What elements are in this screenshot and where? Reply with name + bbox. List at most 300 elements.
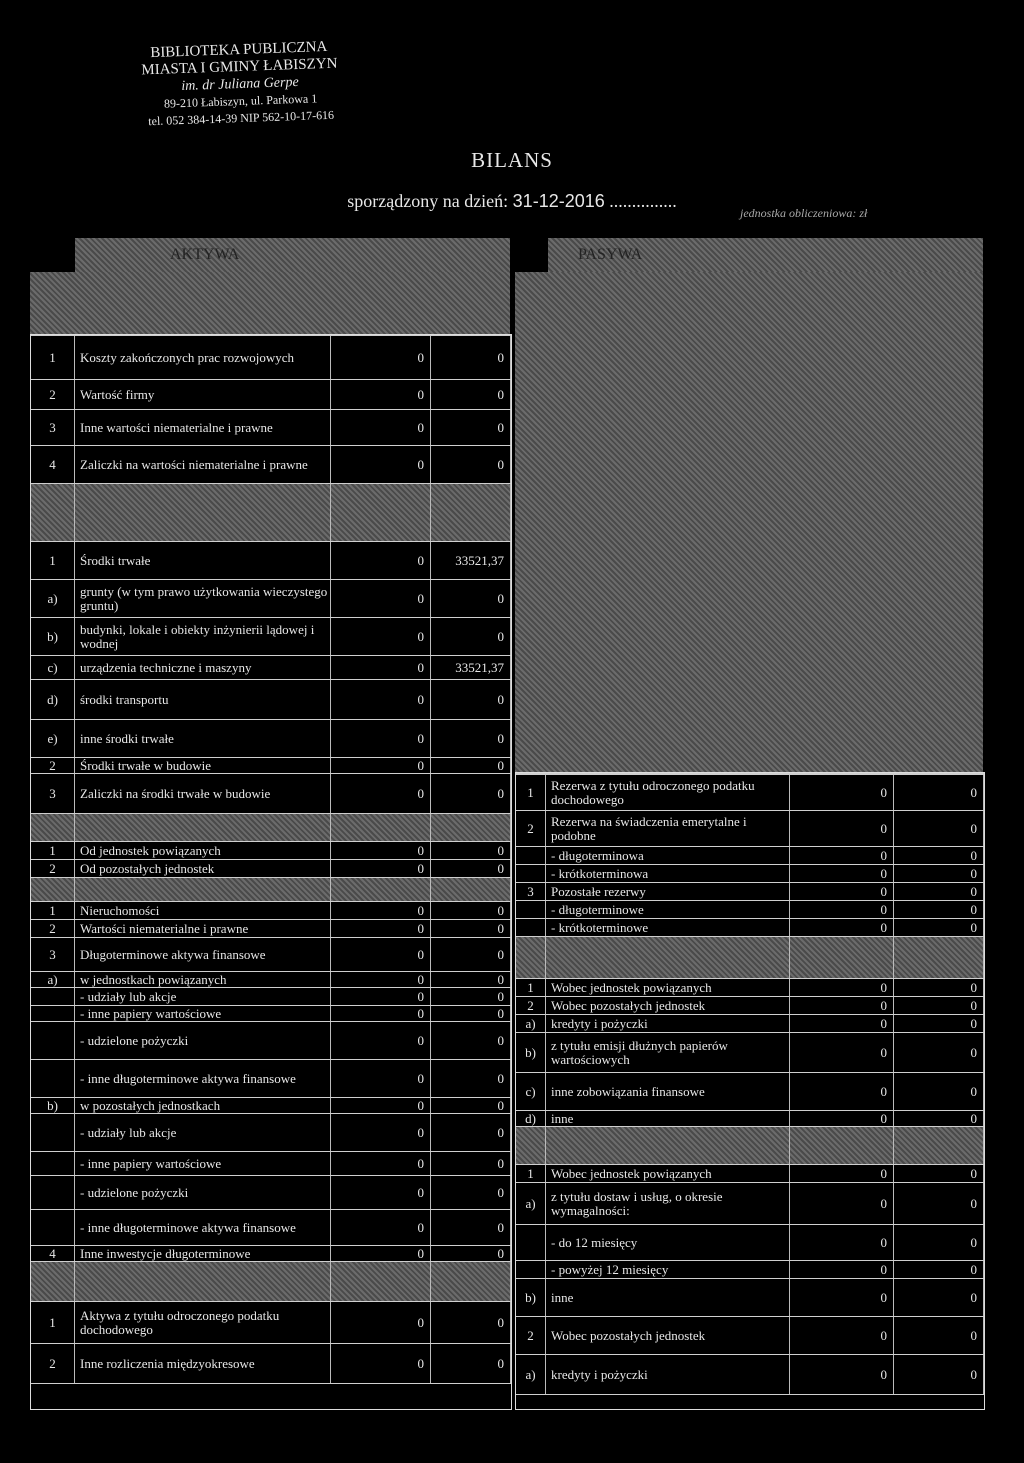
unit-label: jednostka obliczeniowa: zł [740,206,868,220]
row-index: c) [516,1073,546,1110]
row-index: 2 [516,1317,546,1354]
value-prev-year: 0 [790,1073,894,1110]
row-index [31,1262,75,1301]
row-index [31,1060,75,1097]
row-index [516,847,546,864]
row-label: - inne papiery wartościowe [75,1152,331,1175]
value-current-year: 0 [894,1015,984,1032]
aktywa-header: AKTYWA [170,246,240,263]
table-row [31,1006,511,1022]
value-current-year: 0 [431,1344,511,1383]
value-current-year: 0 [431,618,511,655]
value-prev-year: 0 [331,1210,431,1245]
stamp-line: BIBLIOTEKA PUBLICZNA [150,38,328,62]
row-index: 3 [31,938,75,971]
value-prev-year: 0 [790,811,894,846]
table-row [516,979,984,997]
table-row [31,1210,511,1246]
table-row [31,842,511,860]
value-prev-year: 0 [790,1261,894,1278]
row-label: grunty (w tym prawo użytkowania wieczystego gruntu) [75,580,331,617]
row-index [31,988,75,1005]
value-prev-year: 0 [790,1111,894,1126]
row-label: - inne długoterminowe aktywa finansowe [75,1210,331,1245]
value-current-year: 0 [431,1098,511,1113]
value-prev-year [790,937,894,978]
row-index: 1 [31,336,75,379]
value-current-year: 0 [894,1355,984,1394]
value-current-year [431,878,511,901]
row-label: Wartości niematerialne i prawne [75,920,331,937]
value-current-year: 0 [894,901,984,918]
value-current-year: 0 [431,1152,511,1175]
value-prev-year: 0 [790,997,894,1014]
row-index [31,814,75,841]
row-index: 2 [516,811,546,846]
section-header-row [31,1262,511,1302]
row-label: - długoterminowa [546,847,790,864]
table-row [31,446,511,484]
row-label [546,937,790,978]
pasywa-header: PASYWA [578,246,643,263]
value-current-year: 0 [431,410,511,445]
row-index [31,484,75,541]
row-label: Pozostałe rezerwy [546,883,790,900]
row-index: 1 [31,542,75,579]
row-label: - powyżej 12 miesięcy [546,1261,790,1278]
date-value: 31-12-2016 [512,191,605,211]
row-index [516,865,546,882]
value-prev-year: 0 [790,1033,894,1072]
date-prefix: sporządzony na dzień: [347,191,509,211]
section-header-row [31,878,511,902]
stamp-line: 89-210 Łabiszyn, ul. Parkowa 1 [163,91,318,111]
row-index [31,1022,75,1059]
table-row [31,1114,511,1152]
row-index: 2 [516,997,546,1014]
row-index [31,1114,75,1151]
row-label: Rezerwa na świadczenia emerytalne i podobne [546,811,790,846]
value-prev-year [331,1262,431,1301]
value-current-year [894,1127,984,1164]
section-header-row [31,814,511,842]
value-current-year: 0 [431,860,511,877]
row-index [31,1006,75,1021]
table-row [31,618,511,656]
row-index [516,901,546,918]
value-current-year: 0 [431,680,511,719]
value-current-year: 0 [431,580,511,617]
value-prev-year [331,814,431,841]
row-index: 1 [516,775,546,810]
value-prev-year: 0 [331,720,431,757]
value-current-year: 0 [431,1060,511,1097]
row-index: 2 [31,860,75,877]
row-index: b) [31,1098,75,1113]
value-current-year: 0 [431,1022,511,1059]
table-row [516,1183,984,1225]
row-label: - do 12 miesięcy [546,1225,790,1260]
date-dots: ............... [609,191,677,211]
row-label: kredyty i pożyczki [546,1355,790,1394]
value-prev-year: 0 [331,1152,431,1175]
value-current-year: 0 [431,1176,511,1209]
row-label: Inne inwestycje długoterminowe [75,1246,331,1261]
table-row [516,1279,984,1317]
row-label: Aktywa z tytułu odroczonego podatku dochodowego [75,1302,331,1343]
row-index: 1 [516,979,546,996]
row-index: 2 [31,920,75,937]
table-row [516,1111,984,1127]
value-current-year: 0 [894,1111,984,1126]
table-row [31,1246,511,1262]
table-row [31,336,511,380]
pasywa-equity-band [515,272,983,772]
row-index: e) [31,720,75,757]
value-prev-year: 0 [331,542,431,579]
value-current-year: 0 [431,758,511,773]
row-label: budynki, lokale i obiekty inżynierii lądowej i wodnej [75,618,331,655]
row-label: - udzielone pożyczki [75,1022,331,1059]
value-current-year: 0 [894,883,984,900]
value-current-year: 0 [431,380,511,409]
row-index [31,878,75,901]
value-prev-year: 0 [331,680,431,719]
table-row [516,883,984,901]
table-row [516,1261,984,1279]
value-prev-year: 0 [790,1183,894,1224]
row-label: Długoterminowe aktywa finansowe [75,938,331,971]
row-label: - krótkoterminowa [546,865,790,882]
value-prev-year: 0 [331,1022,431,1059]
section-header-row [516,937,984,979]
row-label: inne [546,1111,790,1126]
row-index [516,1261,546,1278]
table-row [31,720,511,758]
row-label [546,1127,790,1164]
aktywa-table [30,334,512,1410]
row-label: Wobec pozostałych jednostek [546,997,790,1014]
row-label: Wobec jednostek powiązanych [546,1165,790,1182]
row-index: 3 [31,410,75,445]
table-row [516,1225,984,1261]
row-index: b) [516,1279,546,1316]
row-index: d) [516,1111,546,1126]
row-index [31,1176,75,1209]
value-prev-year: 0 [331,1006,431,1021]
table-row [516,1073,984,1111]
value-prev-year: 0 [331,972,431,987]
row-label: - udzielone pożyczki [75,1176,331,1209]
value-current-year: 0 [894,979,984,996]
value-prev-year: 0 [790,919,894,936]
value-prev-year: 0 [790,1165,894,1182]
value-prev-year: 0 [331,336,431,379]
row-label: - inne długoterminowe aktywa finansowe [75,1060,331,1097]
table-row [31,1060,511,1098]
row-index: 2 [31,758,75,773]
pasywa-table [515,772,985,1410]
value-current-year: 0 [431,446,511,483]
row-label: Wobec jednostek powiązanych [546,979,790,996]
value-prev-year: 0 [790,1225,894,1260]
row-index [516,1127,546,1164]
row-index [516,1225,546,1260]
value-prev-year: 0 [331,618,431,655]
value-prev-year: 0 [790,1279,894,1316]
row-label: inne [546,1279,790,1316]
value-prev-year: 0 [790,775,894,810]
value-prev-year: 0 [790,1355,894,1394]
value-current-year: 0 [894,1165,984,1182]
row-index: b) [31,618,75,655]
value-current-year: 0 [431,1302,511,1343]
value-current-year: 0 [894,775,984,810]
row-label: - udziały lub akcje [75,1114,331,1151]
aktywa-header-band [75,238,510,272]
value-prev-year: 0 [331,920,431,937]
value-current-year: 33521,37 [431,656,511,679]
value-current-year: 0 [431,1114,511,1151]
row-label: - krótkoterminowe [546,919,790,936]
value-prev-year: 0 [331,842,431,859]
row-label: Środki trwałe w budowie [75,758,331,773]
table-row [516,811,984,847]
row-label: z tytułu emisji dłużnych papierów wartościowych [546,1033,790,1072]
value-current-year: 0 [431,1006,511,1021]
row-label [75,814,331,841]
table-row [31,410,511,446]
value-prev-year: 0 [331,446,431,483]
row-label: - udziały lub akcje [75,988,331,1005]
row-index: a) [516,1183,546,1224]
value-prev-year: 0 [331,1246,431,1261]
value-prev-year [790,1127,894,1164]
document-date [0,191,1024,212]
row-index: 1 [31,1302,75,1343]
row-label [75,484,331,541]
value-current-year: 0 [431,972,511,987]
row-label: Zaliczki na wartości niematerialne i prawne [75,446,331,483]
row-label [75,1262,331,1301]
value-current-year: 0 [894,997,984,1014]
table-row [516,919,984,937]
value-current-year [894,937,984,978]
table-row [516,775,984,811]
row-index [516,919,546,936]
value-prev-year: 0 [331,1302,431,1343]
row-label: środki transportu [75,680,331,719]
row-index: 3 [516,883,546,900]
stamp-line: MIASTA I GMINY ŁABISZYN [141,55,338,79]
value-prev-year: 0 [331,902,431,919]
value-prev-year: 0 [790,901,894,918]
value-current-year: 0 [894,1279,984,1316]
value-prev-year: 0 [331,1114,431,1151]
value-prev-year: 0 [331,1344,431,1383]
table-row [516,865,984,883]
value-current-year: 0 [431,336,511,379]
value-current-year: 0 [894,1073,984,1110]
value-current-year: 0 [894,1261,984,1278]
value-prev-year: 0 [790,1317,894,1354]
section-header-row [31,484,511,542]
table-row [516,1317,984,1355]
value-prev-year: 0 [331,938,431,971]
table-row [516,1165,984,1183]
row-label: Rezerwa z tytułu odroczonego podatku dochodowego [546,775,790,810]
table-row [31,1176,511,1210]
table-row [31,774,511,814]
table-row [31,972,511,988]
value-prev-year: 0 [790,847,894,864]
value-current-year: 0 [894,919,984,936]
value-prev-year: 0 [790,979,894,996]
value-current-year: 0 [431,1210,511,1245]
row-index [31,1152,75,1175]
table-row [31,902,511,920]
value-current-year: 33521,37 [431,542,511,579]
row-label: Zaliczki na środki trwałe w budowie [75,774,331,813]
table-row [516,1033,984,1073]
value-prev-year: 0 [331,580,431,617]
value-current-year: 0 [431,842,511,859]
value-prev-year: 0 [331,1060,431,1097]
table-row [31,920,511,938]
row-label: w pozostałych jednostkach [75,1098,331,1113]
row-label: Środki trwałe [75,542,331,579]
row-index: b) [516,1033,546,1072]
table-row [31,1302,511,1344]
pasywa-header-band [548,238,983,272]
row-index [31,1210,75,1245]
row-index: 2 [31,1344,75,1383]
row-label: Od pozostałych jednostek [75,860,331,877]
table-row [516,1355,984,1395]
value-current-year: 0 [894,1033,984,1072]
value-current-year: 0 [431,920,511,937]
value-prev-year: 0 [331,758,431,773]
table-row [31,938,511,972]
stamp-line: tel. 052 384-14-39 NIP 562-10-17-616 [148,107,335,129]
row-label: Wartość firmy [75,380,331,409]
value-current-year: 0 [431,720,511,757]
table-row [31,758,511,774]
table-row [516,901,984,919]
value-prev-year: 0 [331,1176,431,1209]
table-row [31,656,511,680]
section-header-row [516,1127,984,1165]
table-row [516,997,984,1015]
row-label: urządzenia techniczne i maszyny [75,656,331,679]
table-row [31,1344,511,1384]
row-index: 4 [31,1246,75,1261]
row-label: Od jednostek powiązanych [75,842,331,859]
stamp-line: im. dr Juliana Gerpe [181,74,299,95]
value-current-year: 0 [894,865,984,882]
row-label: Koszty zakończonych prac rozwojowych [75,336,331,379]
row-label: inne środki trwałe [75,720,331,757]
value-prev-year: 0 [331,1098,431,1113]
value-prev-year: 0 [331,410,431,445]
table-row [31,580,511,618]
issuer-stamp [99,37,382,132]
row-index: a) [516,1355,546,1394]
table-row [31,542,511,580]
value-prev-year: 0 [790,1015,894,1032]
value-prev-year [331,878,431,901]
row-index: a) [516,1015,546,1032]
row-label: - długoterminowe [546,901,790,918]
row-label: Wobec pozostałych jednostek [546,1317,790,1354]
value-current-year [431,484,511,541]
value-prev-year: 0 [331,860,431,877]
value-current-year: 0 [894,1183,984,1224]
row-index: 2 [31,380,75,409]
row-index: c) [31,656,75,679]
value-prev-year: 0 [331,774,431,813]
row-index: 1 [31,842,75,859]
row-label: Inne rozliczenia międzyokresowe [75,1344,331,1383]
table-row [516,847,984,865]
value-prev-year: 0 [331,656,431,679]
row-label: Nieruchomości [75,902,331,919]
row-index: 1 [31,902,75,919]
row-label: kredyty i pożyczki [546,1015,790,1032]
value-current-year: 0 [431,902,511,919]
value-prev-year: 0 [790,865,894,882]
row-index: a) [31,580,75,617]
row-label: Inne wartości niematerialne i prawne [75,410,331,445]
value-prev-year: 0 [331,988,431,1005]
table-row [31,680,511,720]
document-title: BILANS [471,148,553,172]
table-row [31,988,511,1006]
value-current-year: 0 [894,847,984,864]
value-prev-year: 0 [331,380,431,409]
table-row [31,860,511,878]
row-index: 4 [31,446,75,483]
value-current-year [431,814,511,841]
row-label: w jednostkach powiązanych [75,972,331,987]
value-prev-year: 0 [790,883,894,900]
row-index: 1 [516,1165,546,1182]
row-label: - inne papiery wartościowe [75,1006,331,1021]
row-index: d) [31,680,75,719]
value-current-year [431,1262,511,1301]
value-prev-year [331,484,431,541]
aktywa-section-band [30,272,510,334]
value-current-year: 0 [894,811,984,846]
value-current-year: 0 [431,988,511,1005]
row-index: a) [31,972,75,987]
value-current-year: 0 [894,1225,984,1260]
table-row [31,1022,511,1060]
table-row [516,1015,984,1033]
table-row [31,1098,511,1114]
value-current-year: 0 [431,1246,511,1261]
value-current-year: 0 [431,774,511,813]
value-current-year: 0 [894,1317,984,1354]
row-label [75,878,331,901]
table-row [31,1152,511,1176]
table-row [31,380,511,410]
row-label: z tytułu dostaw i usług, o okresie wymagalności: [546,1183,790,1224]
row-index [516,937,546,978]
value-current-year: 0 [431,938,511,971]
row-index: 3 [31,774,75,813]
row-label: inne zobowiązania finansowe [546,1073,790,1110]
